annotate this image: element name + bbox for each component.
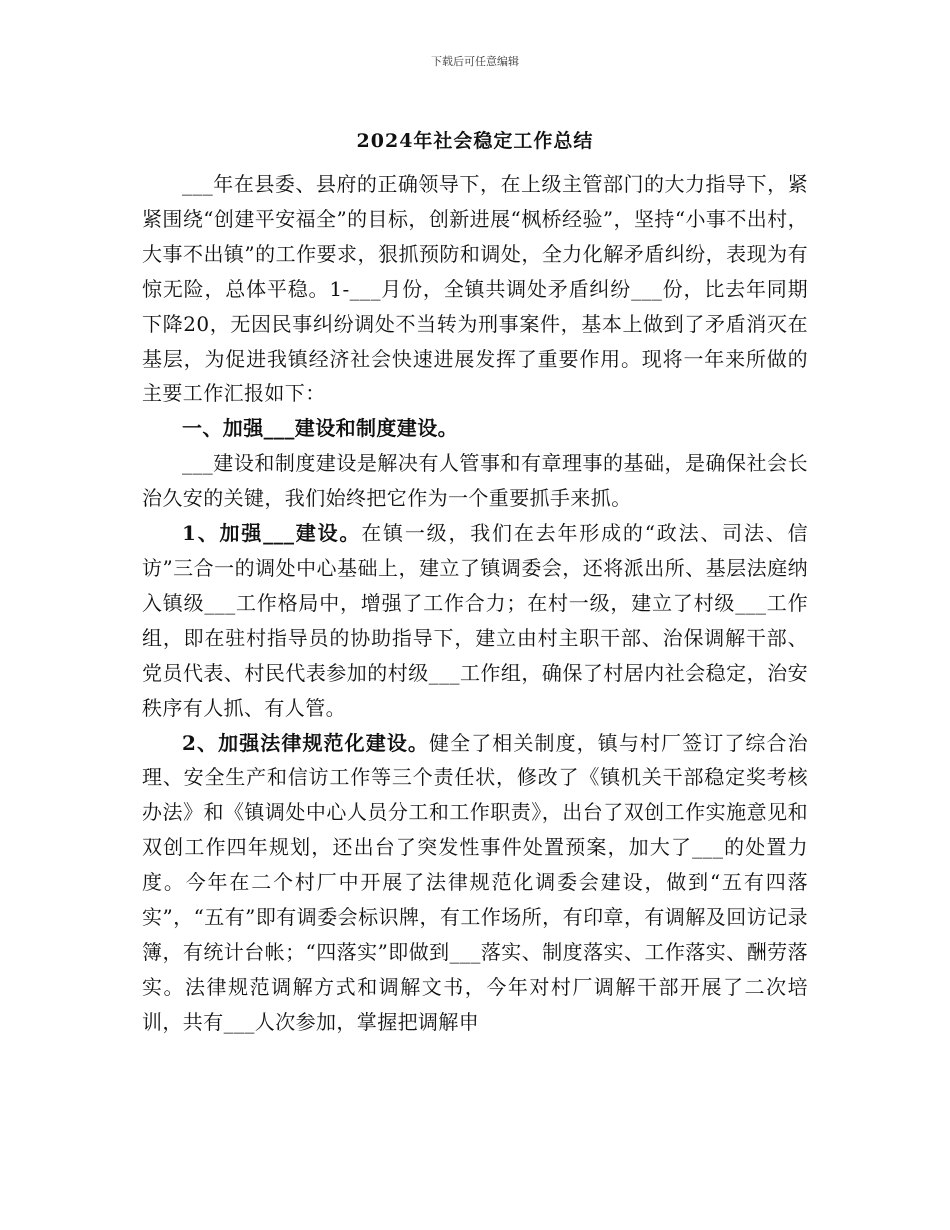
item-lead-text: 2、加强法律规范化建设。: [182, 730, 430, 755]
page-header-note: 下载后可任意编辑: [431, 55, 519, 68]
paragraph-section-1-intro: [142, 446, 808, 516]
paragraph-item-2: [142, 726, 808, 1040]
section-heading-text: 一、加强___建设和制度建设。: [182, 416, 458, 441]
paragraph-text: ___年在县委、县府的正确领导下，在上级主管部门的大力指导下，紧紧围绕“创建平安福全”的目标，创新进展“枫桥经验”，坚持“小事不出村，大事不出镇”的工作要求，狠抓预防和调处，全力化解矛盾纠纷，表现为有惊无险，总体平稳。1-___月份，全镇共调处矛盾纠纷___份，比去年同期下降20，无因民事纠纷调处不当转为刑事案件，基本上做到了矛盾消灭在基层，为促进我镇经济社会快速进展发挥了重要作用。现将一年来所做的主要工作汇报如下：: [142, 172, 808, 406]
document-body: [142, 167, 808, 1040]
paragraph-item-1: [142, 516, 808, 725]
document-title: 2024年社会稳定工作总结: [356, 130, 594, 152]
paragraph-intro: [142, 167, 808, 411]
item-lead-text: 1、加强___建设。: [182, 521, 362, 546]
section-heading-1: [142, 411, 808, 446]
paragraph-text: 在镇一级，我们在去年形成的“政法、司法、信访”三合一的调处中心基础上，建立了镇调委会，还将派出所、基层法庭纳入镇级___工作格局中，增强了工作合力；在村一级，建立了村级___工作组，即在驻村指导员的协助指导下，建立由村主职干部、治保调解干部、党员代表、村民代表参加的村级___工作组，确保了村居内社会稳定，治安秩序有人抓、有人管。: [142, 521, 809, 720]
paragraph-text: ___建设和制度建设是解决有人管事和有章理事的基础，是确保社会长治久安的关键，我们始终把它作为一个重要抓手来抓。: [142, 451, 808, 511]
paragraph-text: 健全了相关制度，镇与村厂签订了综合治理、安全生产和信访工作等三个责任状，修改了《镇机关干部稳定奖考核办法》和《镇调处中心人员分工和工作职责》，出台了双创工作实施意见和双创工作四年规划，还出台了突发性事件处置预案，加大了___的处置力度。今年在二个村厂中开展了法律规范化调委会建设，做到“五有四落实”，“五有”即有调委会标识牌，有工作场所，有印章，有调解及回访记录簿，有统计台帐；“四落实”即做到___落实、制度落实、工作落实、酬劳落实。法律规范调解方式和调解文书，今年对村厂调解干部开展了二次培训，共有___人次参加，掌握把调解申: [142, 730, 809, 1034]
